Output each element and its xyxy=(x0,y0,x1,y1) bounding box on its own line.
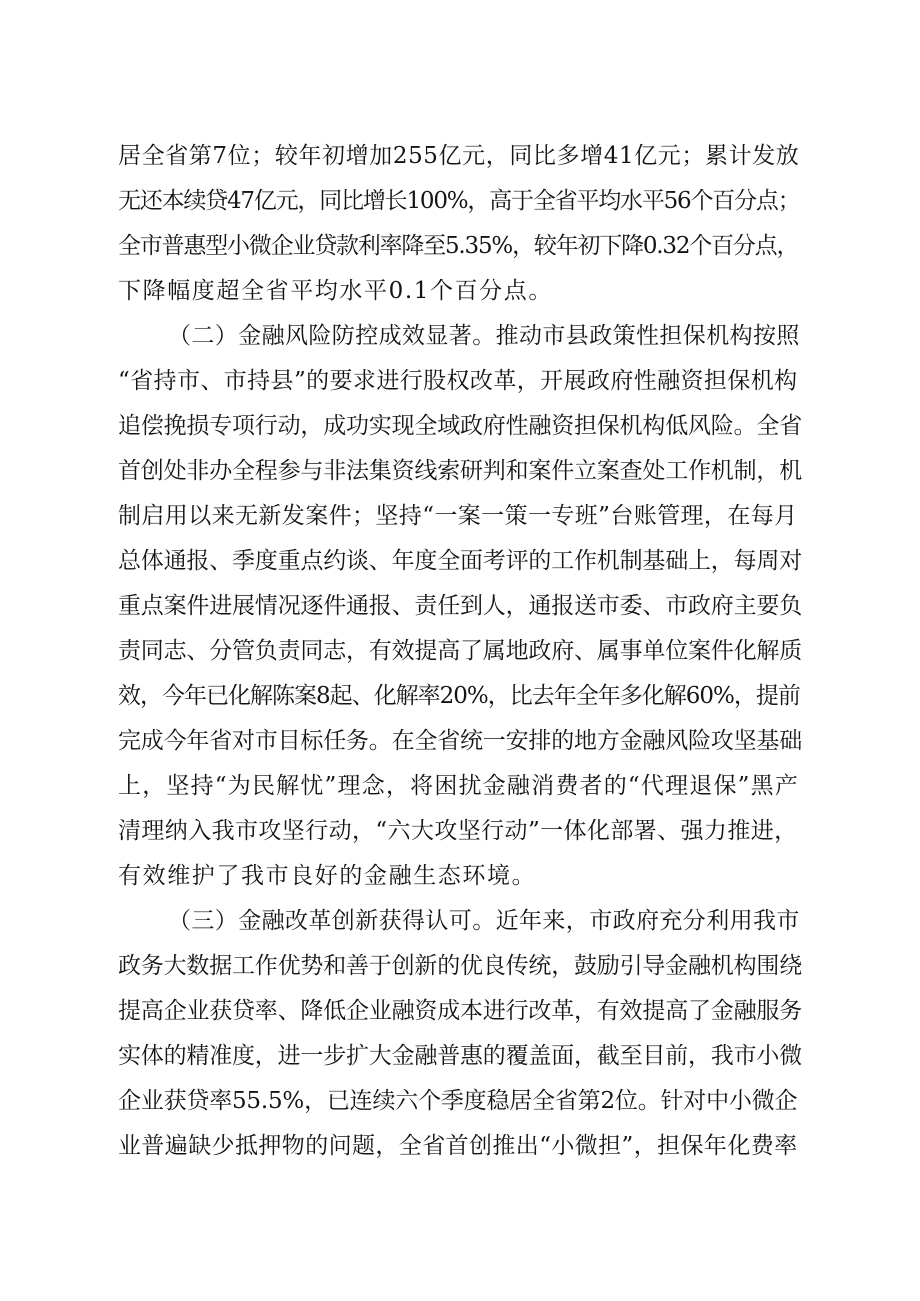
section-heading-line: （三）金融改革创新获得认可。近年来，市政府充分利用我市 xyxy=(168,908,800,934)
text-line: 完成今年省对市目标任务。在全省统一安排的地方金融风险攻坚基础 xyxy=(118,728,803,754)
text-line: 有效维护了我市良好的金融生态环境。 xyxy=(118,863,537,889)
text-line: 制启用以来无新发案件；坚持“一案一策一专班”台账管理，在每月 xyxy=(118,503,798,529)
text-line: 提高企业获贷率、降低企业融资成本进行改革，有效提高了金融服务 xyxy=(118,998,803,1024)
text-line: 上，坚持“为民解忧”理念，将困扰金融消费者的“代理退保”黑产 xyxy=(118,773,800,799)
text-line: 责同志、分管负责同志，有效提高了属地政府、属事单位案件化解质 xyxy=(118,638,803,664)
text-line: 重点案件进展情况逐件通报、责任到人，通报送市委、市政府主要负 xyxy=(118,593,803,619)
text-line: 追偿挽损专项行动，成功实现全域政府性融资担保机构低风险。全省 xyxy=(118,413,803,439)
text-line: 清理纳入我市攻坚行动，“六大攻坚行动”一体化部署、强力推进， xyxy=(118,818,798,844)
text-line: 无还本续贷47亿元，同比增长100%，高于全省平均水平56个百分点； xyxy=(118,188,800,214)
text-line: 首创处非办全程参与非法集资线索研判和案件立案查处工作机制，机 xyxy=(118,458,803,484)
text-line: 居全省第7位；较年初增加255亿元，同比多增41亿元；累计发放 xyxy=(118,143,800,169)
text-line: 全市普惠型小微企业贷款利率降至5.35%，较年初下降0.32个百分点， xyxy=(118,233,799,259)
text-line: 效，今年已化解陈案8起、化解率20%，比去年全年多化解60%，提前 xyxy=(118,683,800,709)
text-line: 政务大数据工作优势和善于创新的优良传统，鼓励引导金融机构围绕 xyxy=(118,953,803,979)
text-line: 下降幅度超全省平均水平0.1个百分点。 xyxy=(118,278,553,304)
text-line: 实体的精准度，进一步扩大金融普惠的覆盖面，截至目前，我市小微 xyxy=(118,1043,803,1069)
text-line: 总体通报、季度重点约谈、年度全面考评的工作机制基础上，每周对 xyxy=(118,548,803,574)
text-line: “省持市、市持县”的要求进行股权改革，开展政府性融资担保机构 xyxy=(118,368,798,394)
text-line: 业普遍缺少抵押物的问题，全省首创推出“小微担”，担保年化费率 xyxy=(118,1133,798,1159)
section-heading-line: （二）金融风险防控成效显著。推动市县政策性担保机构按照 xyxy=(168,323,800,349)
text-line: 企业获贷率55.5%，已连续六个季度稳居全省第2位。针对中小微企 xyxy=(118,1088,798,1114)
